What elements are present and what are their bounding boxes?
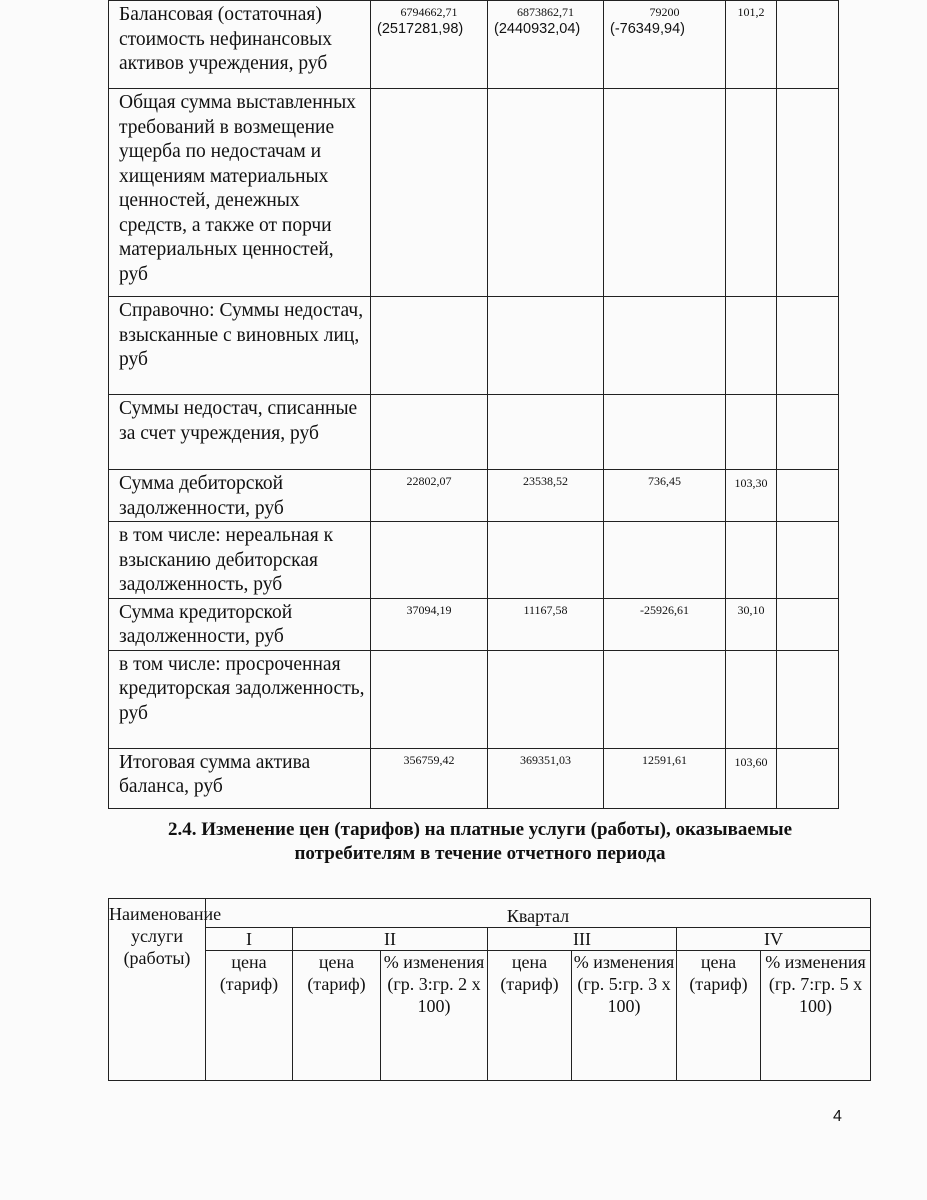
row-label: Сумма кредиторской задолженности, руб (109, 598, 371, 650)
row-label: Балансовая (остаточная) стоимость нефинансовых активов учреждения, руб (109, 1, 371, 89)
row-label: в том числе: просроченная кредиторская задолженность, руб (109, 650, 371, 748)
value-cell (371, 522, 488, 599)
value-cell: 37094,19 (371, 598, 488, 650)
balance-table (108, 0, 839, 809)
value-cell (371, 395, 488, 470)
row-label: Суммы недостач, списанные за счет учреждения, руб (109, 395, 371, 470)
value-cell: 11167,58 (488, 598, 604, 650)
table-row (109, 89, 839, 297)
percent-change-header: % изменения (гр. 7:гр. 5 х 100) (761, 951, 871, 1081)
row-label: Итоговая сумма актива баланса, руб (109, 748, 371, 808)
quarter-1-header: I (206, 928, 293, 951)
value-cell (604, 395, 726, 470)
value-cell: 23538,52 (488, 470, 604, 522)
empty-cell (777, 598, 839, 650)
value-cell (371, 297, 488, 395)
value-cell: 736,45 (604, 470, 726, 522)
value-cell (488, 522, 604, 599)
table-row (109, 899, 871, 928)
row-label: Справочно: Суммы недостач, взысканные с виновных лиц, руб (109, 297, 371, 395)
value-cell: 12591,61 (604, 748, 726, 808)
value-cell (604, 522, 726, 599)
value-cell (488, 395, 604, 470)
value-cell (726, 89, 777, 297)
value-cell (371, 650, 488, 748)
value-cell: 356759,42 (371, 748, 488, 808)
value-cell (726, 297, 777, 395)
empty-cell (777, 650, 839, 748)
price-header: цена (тариф) (206, 951, 293, 1081)
row-label: Сумма дебиторской задолженности, руб (109, 470, 371, 522)
quarter-2-header: II (293, 928, 488, 951)
table-row (109, 470, 839, 522)
table-row (109, 297, 839, 395)
page-number: 4 (833, 1108, 842, 1125)
value-cell: 369351,03 (488, 748, 604, 808)
empty-cell (777, 89, 839, 297)
empty-cell (777, 470, 839, 522)
price-header: цена (тариф) (677, 951, 761, 1081)
price-change-table (108, 898, 871, 1081)
price-header: цена (тариф) (488, 951, 572, 1081)
table-row (109, 951, 871, 1081)
row-label: Общая сумма выставленных требований в возмещение ущерба по недостачам и хищениям материальных ценностей, денежных средств, а также от порчи материальных ценностей, руб (109, 89, 371, 297)
value-cell (726, 650, 777, 748)
value-cell: 79200 (-76349,94) (604, 1, 726, 89)
table-row (109, 598, 839, 650)
price-header: цена (тариф) (293, 951, 381, 1081)
value-cell: 103,60 (726, 748, 777, 808)
value-cell (726, 522, 777, 599)
table-row (109, 650, 839, 748)
empty-cell (777, 297, 839, 395)
quarter-header: Квартал (206, 899, 871, 928)
value-cell: 30,10 (726, 598, 777, 650)
value-cell (726, 395, 777, 470)
row-label: в том числе: нереальная к взысканию дебиторская задолженность, руб (109, 522, 371, 599)
percent-change-header: % изменения (гр. 3:гр. 2 х 100) (381, 951, 488, 1081)
percent-change-header: % изменения (гр. 5:гр. 3 х 100) (572, 951, 677, 1081)
table-row (109, 928, 871, 951)
value-cell: 103,30 (726, 470, 777, 522)
quarter-3-header: III (488, 928, 677, 951)
table-row (109, 1, 839, 89)
table-row (109, 522, 839, 599)
value-cell (488, 297, 604, 395)
table-row (109, 395, 839, 470)
value-cell (488, 89, 604, 297)
section-heading: 2.4. Изменение цен (тарифов) на платные услуги (работы), оказываемые потребителям в течение отчетного периода (167, 819, 793, 864)
value-cell (604, 297, 726, 395)
value-cell: 6794662,71 (2517281,98) (371, 1, 488, 89)
value-cell: -25926,61 (604, 598, 726, 650)
value-cell (488, 650, 604, 748)
service-name-header: Наименование услуги (работы) (109, 899, 206, 1081)
value-cell (604, 650, 726, 748)
value-cell (371, 89, 488, 297)
empty-cell (777, 748, 839, 808)
value-cell: 101,2 (726, 1, 777, 89)
value-cell (604, 89, 726, 297)
quarter-4-header: IV (677, 928, 871, 951)
empty-cell (777, 522, 839, 599)
value-cell: 6873862,71 (2440932,04) (488, 1, 604, 89)
empty-cell (777, 1, 839, 89)
empty-cell (777, 395, 839, 470)
value-cell: 22802,07 (371, 470, 488, 522)
table-row (109, 748, 839, 808)
